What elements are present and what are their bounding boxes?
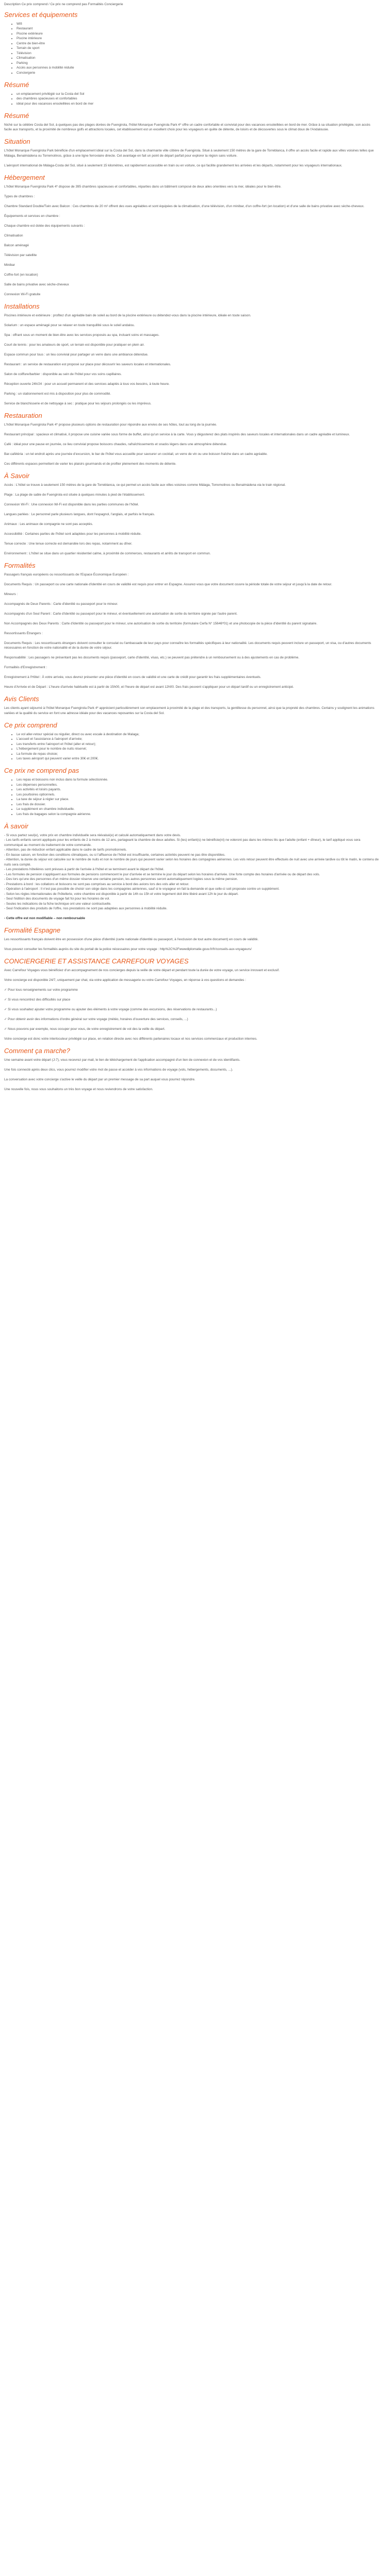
- paragraph: Accès : L'hôtel se trouve à seulement 150 mètres de la gare de Torreblanca, ce qui permet un accès facile aux villes voisines comme Málaga, Torremolinos ou Benalmádena via le train régional.: [4, 483, 286, 487]
- included-item: • L'accueil et l'assistance à l'aéroport d'arrivée;: [17, 737, 379, 742]
- included-item: • Le vol aller-retour spécial ou régulier, direct ou avec escale à destination de Malaga;: [17, 732, 379, 737]
- info-item: - Les prestations hôtelières sont prévues à partir de l'arrivée à l'hôtel et se terminent avant le départ de l'hôtel.: [4, 868, 165, 871]
- resume-list: [4, 92, 379, 107]
- resume-title: Résumé: [4, 80, 29, 89]
- info-item: - Seules les indications de la fiche technique ont une valeur contractuelle.: [4, 902, 111, 906]
- hebergement-text: [4, 184, 379, 297]
- formalite-espagne-section: [4, 926, 379, 952]
- info-item: - Des lors qu'une des personnes d'un même dossier réserve une certaine pension, les autres personnes seront automatiquement logées sous la même pension.: [4, 877, 238, 881]
- installations-title: Installations: [4, 302, 40, 310]
- service-item: • Restaurant: [17, 26, 379, 31]
- comment-marche-section: [4, 1046, 379, 1092]
- conciergerie-text: [4, 968, 379, 1042]
- paragraph: L'hôtel Monarque Fuengirola Park 4* propose plusieurs options de restauration pour répondre aux envies de ses hôtes, tout au long de la journée.: [4, 422, 217, 427]
- services-list: [4, 22, 379, 76]
- paragraph: ✓ Pour obtenir avoir des informations d'ordre général sur votre voyage (météo, horaires d'ouverture des services, conseils, ...): [4, 1018, 188, 1021]
- paragraph: Service de blanchisserie et de nettoyage à sec : pratique pour les séjours prolongés ou les imprévus.: [4, 401, 152, 405]
- formalite-espagne-text: [4, 937, 379, 952]
- excluded-item: • Le supplément en chambre individuelle.: [17, 807, 379, 812]
- excluded-item: • Les frais de dossier.: [17, 802, 379, 807]
- paragraph: Langues parlées : Le personnel parle plusieurs langues, dont l'espagnol, l'anglais, et parfois le français.: [4, 512, 155, 516]
- paragraph: Équipements et services en chambre :: [4, 214, 60, 218]
- conciergerie-title: CONCIERGERIE ET ASSISTANCE CARREFOUR VOYAGES: [4, 957, 189, 965]
- resume-item: • des chambres spacieuses et confortables: [17, 96, 379, 101]
- paragraph: ✓ Pour tous renseignements sur votre programme: [4, 988, 78, 992]
- paragraph: Passagers français européens ou ressortissants de l'Espace Économique Européen :: [4, 572, 129, 577]
- avis-clients-section: [4, 694, 379, 716]
- info-item: - Prestations à bord : les collations et boissons ne sont pas comprises au service à bord des avions lors des vols aller et retour.: [4, 882, 189, 886]
- hebergement-section: [4, 173, 379, 297]
- paragraph: Une semaine avant votre départ (J-7), vous recevrez par mail, le lien de téléchargement de l'application accompagné d'un lien de connexion et de vos identifiants.: [4, 1058, 240, 1062]
- formalites-section: [4, 561, 379, 690]
- comment-marche-text: [4, 1058, 379, 1092]
- resume-text-title: Résumé: [4, 111, 29, 120]
- service-item: • Terrain de sport: [17, 46, 379, 51]
- info-item: - Les formules de pension s'appliquent aux formules de pensions commencent le jour d'arrivée et se termine le jour du départ selon les horaires d'arrivée. Une forte compte des horaires d'arrivée ou de départ des vols.: [4, 872, 320, 876]
- prix-comprend-section: [4, 721, 379, 761]
- avis-clients-text: Les clients ayant séjourné à l'hôtel Monarque Fuengirola Park 4* apprécient particulièrement son emplacement à proximité de la plage et des transports, la gentillesse du personnel, ainsi que la propreté des chambres. Certains y soulignent les animations variées et la qualité du service en font une adresse idéale pour des vacances reposantes sur la Costa del Sol.: [4, 706, 374, 715]
- paragraph: L'hôtel Monarque Fuengirola Park 4* dispose de 395 chambres spacieuses et confortables, réparties dans un bâtiment composé de deux ailes orientées vers la mer, idéales pour le bien-être.: [4, 184, 282, 189]
- paragraph: Bar-cafétéria : un tel endroit après une journée d'excursion, le bar de l'hôtel vous accueille pour savourer un cocktail, un verre de vin ou une boisson fraîche dans un cadre agréable.: [4, 452, 268, 456]
- a-savoir-title: À Savoir: [4, 471, 30, 480]
- paragraph: Salle de bains privative avec sèche-cheveux: [4, 282, 69, 286]
- paragraph: La conversation avec votre concierge s'active le veille du départ par un premier message de sa part auquel vous pourrez répondre.: [4, 1078, 196, 1081]
- service-item: • Parking: [17, 61, 379, 66]
- prix-comprend-list: [4, 732, 379, 761]
- restauration-text: [4, 422, 379, 467]
- paragraph: L'hôtel Monarque Fuengirola Park bénéficie d'un emplacement idéal sur la Costa del Sol, dans la charmante ville côtière de Fuengirola. Situé à seulement 150 mètres de la gare de Torreblanca, il offre un accès facile et rapide aux villes voisines telles que Málaga, Benalmádena ou Torremolinos, grâce à une ligne ferroviaire directe. Cet avantage en fait un point de départ parfait pour explorer la région sans voiture.: [4, 149, 374, 158]
- paragraph: Mineurs :: [4, 592, 18, 596]
- paragraph: Salon de coiffure/barbier : disponible au sein de l'hôtel pour vos soins capillaires.: [4, 372, 122, 376]
- paragraph: Environnement : L'hôtel se situe dans un quartier résidentiel calme, à proximité de commerces, restaurants et arrêts de transport en commun.: [4, 551, 211, 555]
- excluded-item: • Les repas et boissons non inclus dans la formule sélectionnée.: [17, 777, 379, 783]
- paragraph: Espace commun pour tous : un lieu convivial pour partager un verre dans une ambiance détendue.: [4, 352, 149, 357]
- paragraph: ✓ Si vous rencontrez des difficultés sur place: [4, 998, 71, 1002]
- paragraph: Formalités d'Enregistrement :: [4, 666, 47, 669]
- excluded-item: • Les activités et loisirs payants.: [17, 787, 379, 792]
- avis-clients-title: Avis Clients: [4, 695, 39, 703]
- situation-title: Situation: [4, 138, 30, 145]
- paragraph: Ressortissants Étrangers :: [4, 631, 43, 635]
- info-item: - Les tarifs enfants seront appliqués pour les enfants de 2 à moins de 12 ans, partageant la chambre de deux adultes. Si (les) enfant(s) ne bénéficie(nt) ne voleront pas dans les mêmes lits que l'adulte (enfant + dîneur), le tarif appliqué vous sera communiqué au moment du traitement de votre commande.: [4, 838, 361, 847]
- paragraph: Accessibilité : Certaines parties de l'hôtel sont adaptées pour les personnes à mobilité réduite.: [4, 532, 142, 536]
- included-item: • Les transferts entre l'aéroport et l'hôtel (aller et retour);: [17, 742, 379, 747]
- prix-ne-comprend-title: Ce prix ne comprend pas: [4, 767, 79, 774]
- paragraph: Une fois connecté après deux clics, vous pourrez modifier votre mot de passe et accéder à vos informations de voyage (vols, hébergements, documents, ...).: [4, 1068, 233, 1072]
- paragraph: Tenue correcte : Une tenue correcte est demandée lors des repas, notamment au dîner.: [4, 541, 133, 546]
- situation-text: [4, 148, 379, 168]
- non-remboursable-note: - Cette offre est non modifiable – non remboursable: [4, 917, 85, 920]
- paragraph: Balcon aménagé: [4, 243, 29, 247]
- excluded-item: • Les frais de bagages selon la compagnie aérienne.: [17, 812, 379, 817]
- service-item: • Centre de bien-être: [17, 41, 379, 46]
- paragraph: Connexion Wi-Fi : Une connexion Wi-Fi est disponible dans les parties communes de l'hôtel.: [4, 502, 139, 506]
- restauration-section: [4, 411, 379, 467]
- paragraph: Accompagnés d'un Seul Parent : Carte d'identité ou passeport pour le mineur, et éventuellement une autorisation de sortie du territoire signée par l'autre parent.: [4, 612, 238, 616]
- paragraph: Vous pouvez consulter les formalités auprès du site du portail de la police nécessaires pour votre voyage : http%2C%2Fwwwdiplomatie.gouv.fr/fr/conseils-aux-voyageurs/: [4, 947, 252, 951]
- resume-section: [4, 80, 379, 107]
- paragraph: Chaque chambre est dotée des équipements suivants :: [4, 224, 85, 228]
- excluded-item: • Les dépenses personnelles.: [17, 783, 379, 788]
- a-savoir-2-title: À savoir: [4, 822, 28, 830]
- info-item: - Selon les règles internationales de l'hôtellerie, votre chambre est disponible à partir de 14h ou 15h et votre logement doit être libéré avant 12h le jour du départ.: [4, 892, 239, 896]
- info-item: - Seul l'indication des produits de l'offre, nos prestations ne sont pas adaptées aux personnes à mobilité réduite.: [4, 907, 168, 910]
- included-item: • L'hébergement pour le nombre de nuits réservé;: [17, 747, 379, 752]
- service-item: • Climatisation: [17, 56, 379, 61]
- paragraph: Piscines intérieure et extérieure : profitez d'un agréable bain de soleil au bord de la piscine extérieure ou détendez-vous dans la piscine intérieure, idéale en toute saison.: [4, 313, 251, 317]
- service-item: • Piscine extérieure: [17, 31, 379, 37]
- resume-text-section: [4, 111, 379, 132]
- paragraph: Court de tennis : pour les amateurs de sport, un terrain est disponible pour pratiquer en plein air.: [4, 343, 145, 347]
- formalite-espagne-title: Formalité Espagne: [4, 926, 61, 934]
- situation-section: [4, 137, 379, 168]
- paragraph: ✓ Nous pouvons par exemple, nous occuper pour vous, de votre enregistrement de vol des la veille du départ.: [4, 1027, 166, 1031]
- paragraph: Documents Requis : Les ressortissants étrangers doivent consulter le consulat ou l'ambassade de leur pays pour connaître les formalités spécifiques à leur nationalité. Les documents requis peuvent inclure un passeport, un visa, ou d'autres documents nécessaires en fonction de votre nationalité et de la durée de votre séjour.: [4, 641, 371, 650]
- paragraph: Connexion Wi-Fi gratuite: [4, 292, 41, 296]
- excluded-item: • Les pourboires optionnels.: [17, 792, 379, 798]
- resume-item: • un emplacement privilégié sur la Costa del Sol: [17, 92, 379, 97]
- paragraph: Heure d'Arrivée et de Départ : L'heure d'arrivée habituelle est à partir de 15h00, et l'heure de départ est avant 12h00. Des frais peuvent s'appliquer pour un départ tardif ou un enregistrement anticipé.: [4, 685, 294, 689]
- prix-comprend-title: Ce prix comprend: [4, 721, 57, 729]
- resume-item: • idéal pour des vacances ensoleillées en bord de mer: [17, 101, 379, 107]
- paragraph: Solarium : un espace aménagé pour se relaxer en toute tranquillité sous le soleil andalou.: [4, 323, 135, 327]
- resume-text: Niché sur la célèbre Costa del Sol, à quelques pas des plages dorées de Fuengirola, l'hôtel Monarque Fuengirola Park 4* offre un cadre confortable et convivial pour des vacances ensoleillées en bord de mer. Grâce à sa situation privilégiée, son accès facile aux transports, et la proximité de nombreux golfs et attractions locales, cet établissement est un excellent choix pour les voyageurs en quête de détente, de loisirs et de découvertes sous le climat doux de l'Andalousie.: [4, 123, 370, 131]
- paragraph: Réception ouverte 24h/24 : pour un accueil permanent et des services adaptés à tous vos besoins, à toute heure.: [4, 382, 170, 386]
- service-item: • Accès aux personnes à mobilité réduite: [17, 65, 379, 71]
- info-item: - Opération à l'aéroport : Il n'est pas possible de choisir son siège dans les compagnies aériennes, sauf si le voyageur en fait la demande et que celle-ci soit proposée contre un supplément.: [4, 887, 280, 891]
- paragraph: Télévision par satellite: [4, 253, 37, 257]
- paragraph: Plage : La plage de sable de Fuengirola est située à quelques minutes à pied de l'établissement.: [4, 493, 145, 497]
- info-item: - Si vous partez seul(e), votre prix en chambre individuelle sera réévalué(e) et calculé automatiquement dans votre devis.: [4, 833, 181, 837]
- hebergement-title: Hébergement: [4, 173, 45, 181]
- restauration-title: Restauration: [4, 411, 42, 419]
- excluded-item: • La taxe de séjour à régler sur place.: [17, 797, 379, 802]
- paragraph: Parking : un stationnement est mis à disposition pour plus de commodité.: [4, 392, 111, 396]
- paragraph: Animaux : Les animaux de compagnie ne sont pas acceptés.: [4, 522, 93, 526]
- paragraph: Avec Carrefour Voyages vous bénéficiez d'un accompagnement de nos concierges depuis la veille de votre départ et pendant toute la durée de votre voyage, un service innovant et exclusif.: [4, 969, 280, 972]
- a-savoir-section: [4, 471, 379, 556]
- a-savoir-2-list: [4, 833, 379, 911]
- paragraph: Climatisation: [4, 233, 23, 238]
- paragraph: Votre concierge est donc votre interlocuteur privilégié sur place, en relation directe avec nos différents partenaires locaux et nos services commerciaux et production internes.: [4, 1037, 257, 1041]
- info-item: - Attention, la durée du séjour est calculée sur le nombre de nuits et non le nombre de jours qui peuvent varier selon les horaires des compagnies aériennes. Les vols retour peuvent être effectués de nuit avec une arrivée tardive ou tôt le matin, le contenu de nuits sera compté.: [4, 858, 379, 867]
- paragraph: Coffre-fort (en location): [4, 273, 38, 277]
- prix-ne-comprend-list: [4, 777, 379, 817]
- a-savoir-text: [4, 483, 379, 556]
- info-item: - En basse saison, en fonction des conditions climatiques, ou si l'affluence de l'hôtel est insuffisante, certaines activités peuvent ne pas être disponibles.: [4, 853, 225, 857]
- service-item: • Piscine intérieure: [17, 36, 379, 41]
- paragraph: Restaurant : un service de restauration est proposé sur place pour découvrir les saveurs locales et internationales.: [4, 362, 171, 366]
- paragraph: Types de chambres :: [4, 194, 35, 198]
- a-savoir-2-section: [4, 822, 379, 921]
- paragraph: ✓ Si vous souhaitez ajouter votre programme ou ajouter des éléments à votre voyage (comme des excursions, des réservations de restaurants...): [4, 1008, 217, 1011]
- paragraph: Enregistrement à l'Hôtel : À votre arrivée, vous devrez présenter une pièce d'identité en cours de validité et une carte de crédit pour garantir les frais supplémentaires éventuels.: [4, 675, 262, 679]
- service-item: • Télévision: [17, 51, 379, 56]
- tab-links[interactable]: Description Ce prix comprend / Ce prix ne comprend pas Formalités Conciergerie: [4, 3, 123, 6]
- service-item: • Wifi: [17, 22, 379, 27]
- paragraph: L'aéroport international de Málaga-Costa del Sol, situé à seulement 15 kilomètres, est rapidement accessible en train ou en voiture, ce qui facilite grandement les arrivées et les départs, notamment pour les voyageurs internationaux.: [4, 163, 343, 167]
- services-title: Services et équipements: [4, 10, 78, 19]
- paragraph: Restaurant principal : spacieux et climatisé, il propose une cuisine variée sous forme de buffet, ainsi qu'un service à la carte. Vous y dégusterez des plats inspirés des saveurs locales et internationales dans un cadre agréable et lumineux.: [4, 432, 350, 436]
- paragraph: Les ressortissants français doivent être en possession d'une pièce d'identité (carte nationale d'identité ou passeport, à l'exclusion de tout autre document) en cours de validité.: [4, 938, 258, 941]
- conciergerie-section: [4, 957, 379, 1042]
- prix-ne-comprend-section: [4, 766, 379, 817]
- paragraph: Accompagnés de Deux Parents : Carte d'identité ou passeport pour le mineur.: [4, 602, 118, 606]
- paragraph: Ces différents espaces permettent de varier les plaisirs gourmands et de profiter pleinement des moments de détente.: [4, 462, 176, 466]
- services-section: [4, 10, 379, 76]
- paragraph: Non Accompagnés des Deux Parents : Carte d'identité ou passeport pour le mineur, une autorisation de sortie du territoire (formulaire Cerfa N° 15646*01) et une photocopie de la pièce d'identité du parent signataire.: [4, 621, 318, 625]
- installations-section: [4, 302, 379, 406]
- paragraph: Votre concierge est disponible 24/7, uniquement par chat, via votre application de messagerie ou votre Carrefour Voyages, en réponse à vos questions et demandes :: [4, 978, 246, 982]
- info-item: - Attention, pas de réduction enfant applicable dans le cadre de tarifs promotionnels.: [4, 848, 127, 852]
- paragraph: Café : idéal pour une pause en journée, ce lieu convivial propose boissons chaudes, rafraîchissements et snacks légers dans une atmosphère détendue.: [4, 442, 227, 446]
- page: [0, 0, 383, 1107]
- installations-text: [4, 313, 379, 406]
- paragraph: Responsabilité : Les passagers ne présentant pas les documents requis (passeport, carte d'identité, visas, etc.) se peuvent pas prétendre à un remboursement ou à des ajustements en cas de problème.: [4, 656, 300, 659]
- paragraph: Chambre Standard Double/Twin avec Balcon : Ces chambres de 20 m² offrent des vues agréables et sont équipées de la climatisation, d'une télévision, d'un minibar, d'un coffre-fort (en location) et d'une salle de bains privative avec sèche-cheveux.: [4, 204, 365, 208]
- paragraph: Une nouvelle fois, nous vous souhaitons un très bon voyage et nous reviendrons de votre satisfaction.: [4, 1088, 153, 1091]
- included-item: • La formule de repas choisie;: [17, 752, 379, 757]
- paragraph: Minibar: [4, 263, 15, 267]
- comment-marche-title: Comment ça marche?: [4, 1047, 70, 1055]
- paragraph: Documents Requis : Un passeport ou une carte nationale d'identité en cours de validité est requis pour entrer en Espagne. Assurez-vous que votre document couvre la période totale de votre séjour et jusqu'à la date de retour.: [4, 582, 332, 586]
- info-item: - Seul l'édition des documents de voyage fait foi pour les horaires de vol.: [4, 897, 110, 901]
- service-item: • Conciergerie: [17, 71, 379, 76]
- paragraph: Spa : offrant sous un moment de bien-être avec les services proposés au spa, incluant soins et massages.: [4, 333, 160, 337]
- formalites-text: [4, 572, 379, 690]
- included-item: • Les taxes aéroport qui peuvent varier entre 30€ et 200€.: [17, 756, 379, 761]
- formalites-title: Formalités: [4, 561, 36, 569]
